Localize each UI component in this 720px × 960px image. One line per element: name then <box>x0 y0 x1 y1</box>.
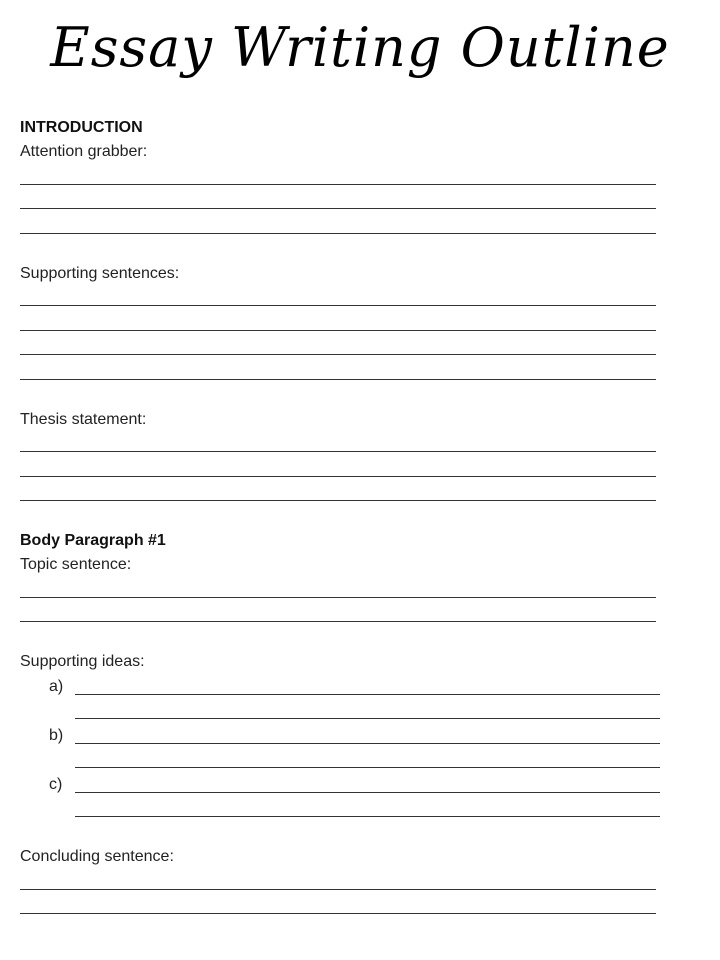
introduction-heading: INTRODUCTION <box>20 119 143 136</box>
idea-b-line-2[interactable] <box>75 748 660 773</box>
spacer <box>20 384 660 408</box>
attention-grabber-label: Attention grabber: <box>20 143 148 160</box>
thesis-line-2[interactable] <box>20 456 660 481</box>
idea-letter: c) <box>49 775 63 793</box>
supporting-line-4[interactable] <box>20 359 660 384</box>
spacer <box>20 626 660 650</box>
concluding-line-1[interactable] <box>20 869 660 894</box>
idea-c-line-2[interactable] <box>75 797 660 822</box>
topic-line-2[interactable] <box>20 602 660 627</box>
idea-c-line-1[interactable] <box>75 772 660 797</box>
concluding-line-2[interactable] <box>20 894 660 919</box>
idea-b <box>20 723 660 772</box>
thesis-line-3[interactable] <box>20 481 660 506</box>
supporting-line-3[interactable] <box>20 335 660 360</box>
idea-letter: b) <box>49 726 64 744</box>
thesis-statement-label: Thesis statement: <box>20 410 147 428</box>
idea-letter: a) <box>49 677 64 695</box>
idea-a <box>20 674 660 723</box>
attention-line-2[interactable] <box>20 189 660 214</box>
attention-line-3[interactable] <box>20 213 660 238</box>
body-paragraph-heading: Body Paragraph #1 <box>20 532 166 549</box>
concluding-sentence-label: Concluding sentence: <box>20 848 174 865</box>
supporting-ideas-label: Supporting ideas: <box>20 653 145 670</box>
spacer <box>20 238 660 262</box>
page-title: Essay Writing Outline <box>50 16 670 79</box>
supporting-line-1[interactable] <box>20 286 660 311</box>
idea-b-line-1[interactable] <box>75 723 660 748</box>
spacer <box>20 505 660 529</box>
thesis-line-1[interactable] <box>20 432 660 457</box>
topic-sentence-label: Topic sentence: <box>20 556 132 573</box>
outline-sheet <box>20 116 660 918</box>
attention-line-1[interactable] <box>20 164 660 189</box>
supporting-line-2[interactable] <box>20 310 660 335</box>
idea-c <box>20 772 660 821</box>
idea-a-line-1[interactable] <box>75 674 660 699</box>
spacer <box>20 821 660 845</box>
idea-a-line-2[interactable] <box>75 699 660 724</box>
topic-line-1[interactable] <box>20 577 660 602</box>
supporting-sentences-label: Supporting sentences: <box>20 264 180 282</box>
